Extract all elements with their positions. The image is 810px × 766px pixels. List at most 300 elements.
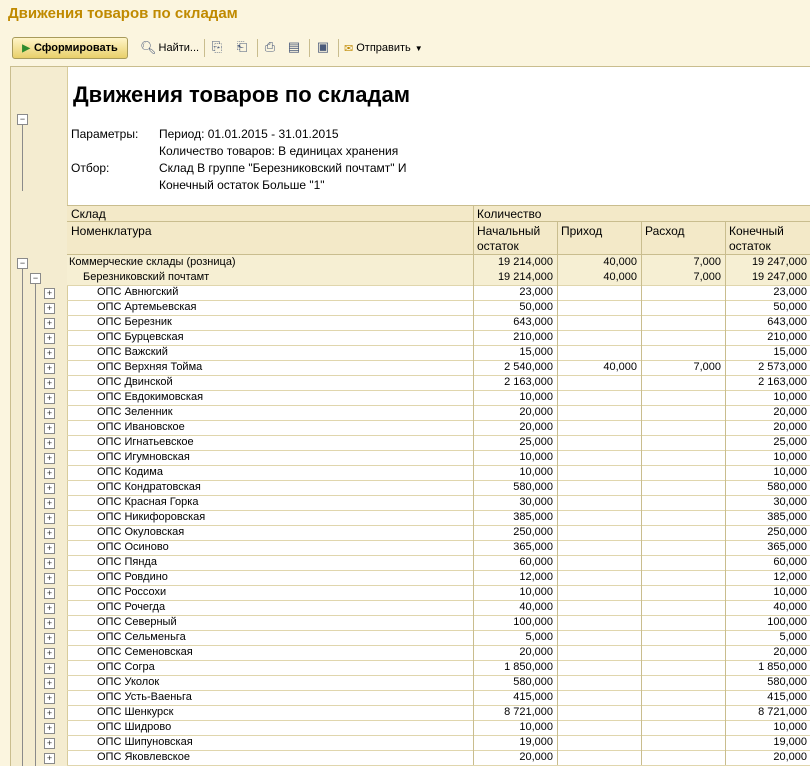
grid-line bbox=[641, 555, 642, 570]
cell-start: 40,000 bbox=[519, 601, 553, 613]
grid-line bbox=[725, 735, 726, 750]
table-row[interactable] bbox=[67, 345, 810, 361]
grid-line bbox=[641, 630, 642, 645]
grid-line bbox=[641, 660, 642, 675]
table-row[interactable] bbox=[67, 690, 810, 706]
grid-line bbox=[725, 555, 726, 570]
grid-line bbox=[473, 315, 474, 330]
expand-icon[interactable]: + bbox=[44, 333, 55, 344]
grid-line bbox=[641, 705, 642, 720]
header-rashod: Расход bbox=[645, 224, 685, 238]
table-row[interactable] bbox=[67, 495, 810, 511]
cell-name: ОПС Уколок bbox=[97, 676, 160, 688]
expand-icon[interactable]: + bbox=[44, 438, 55, 449]
table-row[interactable] bbox=[67, 660, 810, 676]
cell-end: 20,000 bbox=[773, 421, 807, 433]
grid-line bbox=[641, 450, 642, 465]
grid-line bbox=[473, 660, 474, 675]
grid-line bbox=[473, 465, 474, 480]
table-row[interactable] bbox=[67, 300, 810, 316]
grid-line bbox=[557, 510, 558, 525]
expand-icon[interactable]: + bbox=[44, 573, 55, 584]
header-start-line1: Начальный bbox=[477, 224, 541, 238]
grid-line bbox=[641, 270, 642, 285]
table-header bbox=[67, 205, 810, 255]
cell-start: 5,000 bbox=[525, 631, 553, 643]
expand-icon[interactable]: + bbox=[44, 453, 55, 464]
cell-name: ОПС Яковлевское bbox=[97, 751, 190, 763]
cell-name: ОПС Северный bbox=[97, 616, 177, 628]
cell-name: ОПС Березник bbox=[97, 316, 172, 328]
cell-name: ОПС Россохи bbox=[97, 586, 167, 598]
cell-name: ОПС Кондратовская bbox=[97, 481, 201, 493]
grid-line bbox=[641, 222, 642, 254]
grid-line bbox=[557, 465, 558, 480]
header-sklad: Склад bbox=[71, 207, 106, 221]
expand-icon[interactable]: + bbox=[44, 303, 55, 314]
find-label: Найти... bbox=[158, 42, 200, 54]
cell-name: ОПС Усть-Ваеньга bbox=[97, 691, 192, 703]
grid-line bbox=[473, 360, 474, 375]
grid-line bbox=[641, 435, 642, 450]
toolbar-divider bbox=[204, 39, 205, 57]
cell-end: 19,000 bbox=[773, 736, 807, 748]
cell-start: 20,000 bbox=[519, 406, 553, 418]
table-row[interactable] bbox=[67, 420, 810, 436]
grid-line bbox=[557, 555, 558, 570]
table-row[interactable] bbox=[67, 600, 810, 616]
cell-name: Березниковский почтамт bbox=[83, 271, 210, 283]
table-row[interactable] bbox=[67, 285, 810, 301]
cell-start: 365,000 bbox=[513, 541, 553, 553]
grid-line bbox=[557, 375, 558, 390]
header-end-line1: Конечный bbox=[729, 224, 784, 238]
cell-name: ОПС Окуловская bbox=[97, 526, 185, 538]
cell-end: 50,000 bbox=[773, 301, 807, 313]
cell-name: ОПС Шипуновская bbox=[97, 736, 193, 748]
cell-out: 7,000 bbox=[693, 271, 721, 283]
cell-end: 40,000 bbox=[773, 601, 807, 613]
header-start-line2: остаток bbox=[477, 239, 519, 253]
expand-icon[interactable]: + bbox=[44, 468, 55, 479]
expand-icon[interactable]: + bbox=[44, 363, 55, 374]
tree-gutter bbox=[11, 67, 68, 766]
collapse-icon[interactable]: − bbox=[17, 114, 28, 125]
expand-icon[interactable]: + bbox=[44, 723, 55, 734]
grid-line bbox=[557, 450, 558, 465]
table-row[interactable] bbox=[67, 525, 810, 541]
expand-icon[interactable]: + bbox=[44, 618, 55, 629]
table-row[interactable] bbox=[67, 375, 810, 391]
grid-line bbox=[557, 735, 558, 750]
cell-end: 15,000 bbox=[773, 346, 807, 358]
grid-line bbox=[641, 510, 642, 525]
grid-line bbox=[557, 720, 558, 735]
table-row[interactable] bbox=[67, 705, 810, 721]
cell-end: 25,000 bbox=[773, 436, 807, 448]
grid-line bbox=[557, 345, 558, 360]
grid-line bbox=[725, 660, 726, 675]
grid-line bbox=[473, 495, 474, 510]
filter-line-2: Конечный остаток Больше "1" bbox=[159, 178, 325, 192]
cell-start: 8 721,000 bbox=[504, 706, 553, 718]
grid-line bbox=[557, 540, 558, 555]
cell-end: 8 721,000 bbox=[758, 706, 807, 718]
grid-line bbox=[725, 600, 726, 615]
cell-start: 1 850,000 bbox=[504, 661, 553, 673]
cell-start: 50,000 bbox=[519, 301, 553, 313]
cell-end: 10,000 bbox=[773, 586, 807, 598]
cell-start: 25,000 bbox=[519, 436, 553, 448]
cell-start: 100,000 bbox=[513, 616, 553, 628]
cell-name: ОПС Артемьевская bbox=[97, 301, 197, 313]
expand-icon[interactable]: + bbox=[44, 288, 55, 299]
table-row[interactable] bbox=[67, 360, 810, 376]
grid-line bbox=[473, 705, 474, 720]
table-row[interactable] bbox=[67, 615, 810, 631]
cell-name: ОПС Красная Горка bbox=[97, 496, 199, 508]
grid-line bbox=[473, 630, 474, 645]
grid-line bbox=[641, 405, 642, 420]
grid-line bbox=[641, 315, 642, 330]
expand-icon[interactable]: + bbox=[44, 378, 55, 389]
tree-line bbox=[22, 269, 23, 766]
toolbar-divider bbox=[257, 39, 258, 57]
find-button[interactable] bbox=[140, 37, 199, 59]
grid-line bbox=[641, 495, 642, 510]
grid-line bbox=[641, 465, 642, 480]
cell-end: 20,000 bbox=[773, 646, 807, 658]
group-row[interactable] bbox=[67, 255, 810, 271]
expand-icon[interactable]: + bbox=[44, 408, 55, 419]
expand-icon[interactable]: + bbox=[44, 693, 55, 704]
table-row[interactable] bbox=[67, 735, 810, 751]
form-report-label: Сформировать bbox=[33, 42, 118, 54]
cell-start: 30,000 bbox=[519, 496, 553, 508]
grid-line bbox=[473, 555, 474, 570]
report-title: Движения товаров по складам bbox=[73, 82, 410, 107]
cell-in: 40,000 bbox=[603, 361, 637, 373]
grid-line bbox=[641, 735, 642, 750]
toolbar-divider bbox=[338, 39, 339, 57]
filter-label: Отбор: bbox=[71, 161, 110, 175]
grid-line bbox=[641, 645, 642, 660]
cell-start: 10,000 bbox=[519, 391, 553, 403]
cell-end: 580,000 bbox=[767, 481, 807, 493]
grid-line bbox=[725, 450, 726, 465]
cell-name: ОПС Ивановское bbox=[97, 421, 185, 433]
grid-line bbox=[473, 720, 474, 735]
grid-line bbox=[67, 221, 810, 222]
grid-line bbox=[725, 570, 726, 585]
cell-start: 60,000 bbox=[519, 556, 553, 568]
cell-name: Коммерческие склады (розница) bbox=[69, 256, 236, 268]
grid-line bbox=[473, 645, 474, 660]
grid-line bbox=[725, 690, 726, 705]
expand-icon[interactable]: + bbox=[44, 483, 55, 494]
cell-end: 415,000 bbox=[767, 691, 807, 703]
cell-name: ОПС Сельменьга bbox=[97, 631, 186, 643]
cell-name: ОПС Семеновская bbox=[97, 646, 193, 658]
expand-icon[interactable]: + bbox=[44, 738, 55, 749]
quantity-value: Количество товаров: В единицах хранения bbox=[159, 144, 399, 158]
cell-name: ОПС Шенкурск bbox=[97, 706, 174, 718]
toolbar bbox=[10, 37, 810, 59]
grid-line bbox=[725, 390, 726, 405]
table-row[interactable] bbox=[67, 315, 810, 331]
table-row[interactable] bbox=[67, 510, 810, 526]
grid-line bbox=[725, 255, 726, 270]
expand-icon[interactable]: + bbox=[44, 543, 55, 554]
grid-line bbox=[641, 390, 642, 405]
cell-start: 643,000 bbox=[513, 316, 553, 328]
search-icon: 🔍︎ bbox=[140, 40, 157, 55]
grid-line bbox=[557, 615, 558, 630]
grid-line bbox=[557, 222, 558, 254]
header-start bbox=[477, 224, 540, 254]
cell-start: 10,000 bbox=[519, 451, 553, 463]
cell-end: 643,000 bbox=[767, 316, 807, 328]
cell-in: 40,000 bbox=[603, 256, 637, 268]
grid-line bbox=[473, 600, 474, 615]
cell-start: 10,000 bbox=[519, 466, 553, 478]
grid-line bbox=[725, 330, 726, 345]
table-row[interactable] bbox=[67, 645, 810, 661]
cell-name: ОПС Игумновская bbox=[97, 451, 190, 463]
group-row[interactable] bbox=[67, 270, 810, 286]
preview-icon[interactable]: ▤ bbox=[287, 39, 301, 54]
cell-name: ОПС Важский bbox=[97, 346, 168, 358]
table-row[interactable] bbox=[67, 630, 810, 646]
grid-line bbox=[641, 675, 642, 690]
table-row[interactable] bbox=[67, 435, 810, 451]
cell-start: 385,000 bbox=[513, 511, 553, 523]
grid-line bbox=[725, 405, 726, 420]
grid-line bbox=[641, 570, 642, 585]
table-row[interactable] bbox=[67, 675, 810, 691]
cell-name: ОПС Евдокимовская bbox=[97, 391, 204, 403]
table-row[interactable] bbox=[67, 540, 810, 556]
grid-line bbox=[557, 525, 558, 540]
table-row[interactable] bbox=[67, 390, 810, 406]
expand-icon[interactable]: + bbox=[44, 528, 55, 539]
grid-line bbox=[557, 480, 558, 495]
table-row[interactable] bbox=[67, 555, 810, 571]
grid-line bbox=[473, 675, 474, 690]
cell-name: ОПС Осиново bbox=[97, 541, 169, 553]
cell-end: 5,000 bbox=[779, 631, 807, 643]
cell-end: 100,000 bbox=[767, 616, 807, 628]
paste-icon[interactable]: ⎗ bbox=[236, 39, 248, 54]
table-row[interactable] bbox=[67, 720, 810, 736]
cell-end: 10,000 bbox=[773, 466, 807, 478]
collapse-icon[interactable]: − bbox=[17, 258, 28, 269]
cell-name: ОПС Верхняя Тойма bbox=[97, 361, 203, 373]
grid-line bbox=[557, 435, 558, 450]
cell-start: 19 214,000 bbox=[497, 271, 553, 283]
grid-line bbox=[557, 495, 558, 510]
grid-line bbox=[725, 675, 726, 690]
cell-end: 1 850,000 bbox=[758, 661, 807, 673]
grid-line bbox=[641, 585, 642, 600]
expand-icon[interactable]: + bbox=[44, 558, 55, 569]
filter-line-1: Склад В группе "Березниковский почтамт" И bbox=[159, 161, 407, 175]
grid-line bbox=[725, 750, 726, 765]
cell-end: 2 163,000 bbox=[758, 376, 807, 388]
grid-line bbox=[473, 450, 474, 465]
cell-end: 19 247,000 bbox=[751, 256, 807, 268]
grid-line bbox=[473, 750, 474, 765]
grid-line bbox=[725, 495, 726, 510]
cell-name: ОПС Рочегда bbox=[97, 601, 166, 613]
grid-line bbox=[641, 345, 642, 360]
grid-line bbox=[473, 540, 474, 555]
cell-end: 10,000 bbox=[773, 391, 807, 403]
copy-icon[interactable]: ⎘ bbox=[211, 39, 223, 54]
cell-start: 15,000 bbox=[519, 346, 553, 358]
cell-in: 40,000 bbox=[603, 271, 637, 283]
expand-icon[interactable]: + bbox=[44, 588, 55, 599]
table-row[interactable] bbox=[67, 450, 810, 466]
grid-line bbox=[725, 270, 726, 285]
header-prihod: Приход bbox=[561, 224, 603, 238]
grid-line bbox=[473, 285, 474, 300]
grid-line bbox=[473, 375, 474, 390]
grid-line bbox=[725, 420, 726, 435]
cell-start: 415,000 bbox=[513, 691, 553, 703]
cell-end: 385,000 bbox=[767, 511, 807, 523]
grid-line bbox=[557, 285, 558, 300]
grid-line bbox=[473, 330, 474, 345]
cell-name: ОПС Кодима bbox=[97, 466, 163, 478]
grid-line bbox=[557, 705, 558, 720]
expand-icon[interactable]: + bbox=[44, 348, 55, 359]
form-report-button[interactable] bbox=[12, 37, 128, 59]
collapse-icon[interactable]: − bbox=[30, 273, 41, 284]
grid-line bbox=[557, 330, 558, 345]
play-icon: ▶ bbox=[22, 42, 30, 54]
table-row[interactable] bbox=[67, 480, 810, 496]
expand-icon[interactable]: + bbox=[44, 423, 55, 434]
table-row[interactable] bbox=[67, 750, 810, 766]
send-button[interactable] bbox=[344, 37, 423, 59]
cell-name: ОПС Шидрово bbox=[97, 721, 172, 733]
cell-end: 2 573,000 bbox=[758, 361, 807, 373]
grid-line bbox=[473, 390, 474, 405]
table-row[interactable] bbox=[67, 465, 810, 481]
expand-icon[interactable]: + bbox=[44, 633, 55, 644]
cell-end: 12,000 bbox=[773, 571, 807, 583]
grid-line bbox=[557, 300, 558, 315]
grid-line bbox=[557, 420, 558, 435]
table-row[interactable] bbox=[67, 330, 810, 346]
cell-out: 7,000 bbox=[693, 361, 721, 373]
cell-start: 2 540,000 bbox=[504, 361, 553, 373]
cell-end: 10,000 bbox=[773, 451, 807, 463]
grid-line bbox=[641, 540, 642, 555]
cell-name: ОПС Ровдино bbox=[97, 571, 168, 583]
grid-line bbox=[557, 645, 558, 660]
expand-icon[interactable]: + bbox=[44, 318, 55, 329]
grid-line bbox=[725, 480, 726, 495]
grid-line bbox=[641, 750, 642, 765]
print-icon[interactable]: ⎙ bbox=[264, 39, 276, 54]
grid-line bbox=[473, 510, 474, 525]
grid-line bbox=[641, 360, 642, 375]
send-label: Отправить bbox=[356, 42, 411, 54]
table-row[interactable] bbox=[67, 570, 810, 586]
cell-start: 20,000 bbox=[519, 751, 553, 763]
grid-line bbox=[473, 300, 474, 315]
grid-line bbox=[473, 435, 474, 450]
cell-end: 23,000 bbox=[773, 286, 807, 298]
expand-icon[interactable]: + bbox=[44, 513, 55, 524]
cell-start: 20,000 bbox=[519, 646, 553, 658]
cell-start: 250,000 bbox=[513, 526, 553, 538]
grid-line bbox=[725, 435, 726, 450]
cell-out: 7,000 bbox=[693, 256, 721, 268]
grid-line bbox=[473, 270, 474, 285]
grid-line bbox=[725, 285, 726, 300]
grid-line bbox=[641, 615, 642, 630]
expand-icon[interactable]: + bbox=[44, 393, 55, 404]
grid-line bbox=[473, 206, 474, 254]
cell-end: 60,000 bbox=[773, 556, 807, 568]
grid-line bbox=[557, 630, 558, 645]
grid-line bbox=[557, 390, 558, 405]
grid-line bbox=[473, 585, 474, 600]
expand-icon[interactable]: + bbox=[44, 753, 55, 764]
expand-icon[interactable]: + bbox=[44, 708, 55, 719]
grid-line bbox=[557, 405, 558, 420]
grid-line bbox=[725, 510, 726, 525]
grid-line bbox=[557, 570, 558, 585]
grid-line bbox=[641, 330, 642, 345]
expand-icon[interactable]: + bbox=[44, 663, 55, 674]
cell-name: ОПС Пянда bbox=[97, 556, 157, 568]
chevron-down-icon: ▼ bbox=[414, 43, 423, 53]
expand-icon[interactable]: + bbox=[44, 648, 55, 659]
window-title: Движения товаров по складам bbox=[8, 5, 238, 22]
cell-start: 10,000 bbox=[519, 586, 553, 598]
expand-icon[interactable]: + bbox=[44, 498, 55, 509]
save-icon[interactable]: ▣ bbox=[316, 39, 330, 54]
toolbar-divider bbox=[309, 39, 310, 57]
cell-start: 20,000 bbox=[519, 421, 553, 433]
tree-line bbox=[22, 125, 23, 191]
cell-start: 580,000 bbox=[513, 481, 553, 493]
grid-line bbox=[725, 465, 726, 480]
cell-end: 365,000 bbox=[767, 541, 807, 553]
grid-line bbox=[557, 270, 558, 285]
cell-end: 20,000 bbox=[773, 751, 807, 763]
cell-name: ОПС Двинской bbox=[97, 376, 173, 388]
cell-start: 580,000 bbox=[513, 676, 553, 688]
grid-line bbox=[473, 690, 474, 705]
table-row[interactable] bbox=[67, 405, 810, 421]
expand-icon[interactable]: + bbox=[44, 678, 55, 689]
grid-line bbox=[473, 405, 474, 420]
expand-icon[interactable]: + bbox=[44, 603, 55, 614]
grid-line bbox=[473, 480, 474, 495]
grid-line bbox=[641, 255, 642, 270]
grid-line bbox=[473, 345, 474, 360]
grid-line bbox=[725, 645, 726, 660]
header-end bbox=[729, 224, 784, 254]
grid-line bbox=[473, 255, 474, 270]
cell-end: 250,000 bbox=[767, 526, 807, 538]
table-row[interactable] bbox=[67, 585, 810, 601]
